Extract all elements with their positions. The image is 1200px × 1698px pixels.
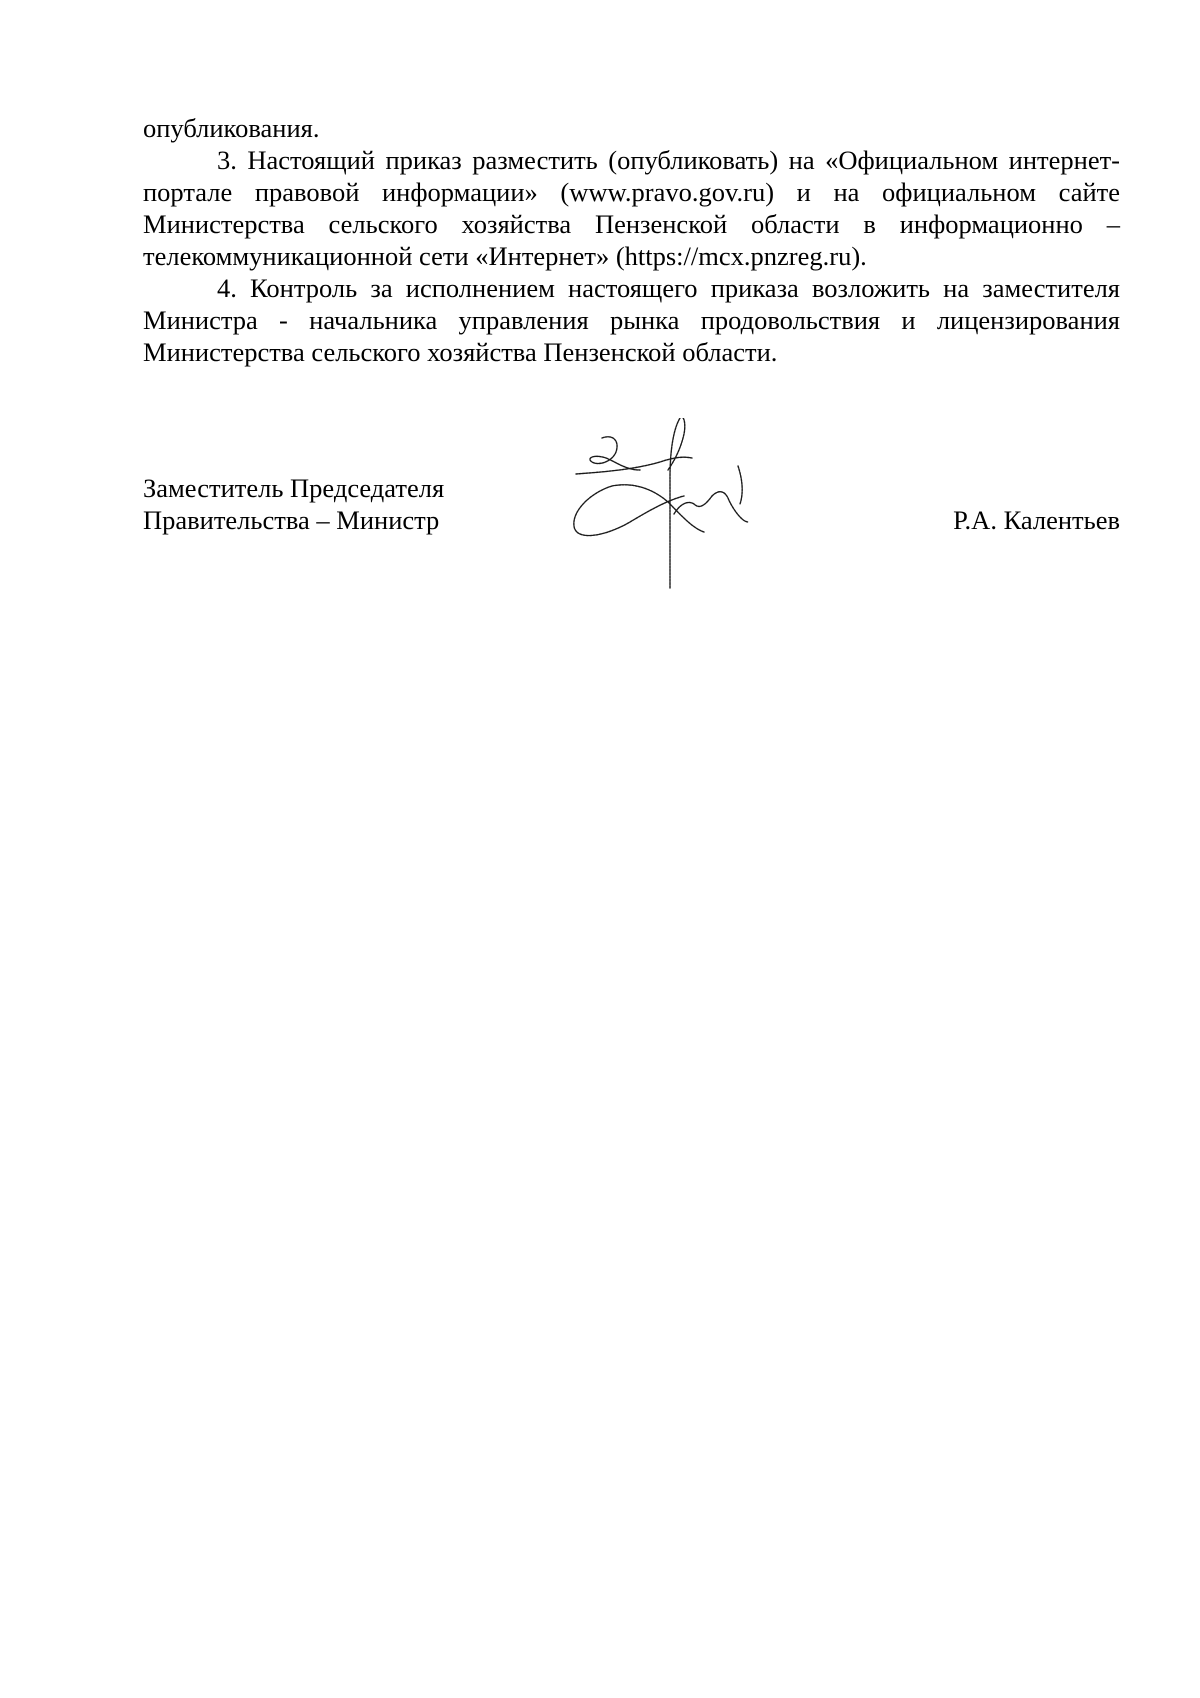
handwritten-signature [572,418,822,590]
paragraph-item-4: 4. Контроль за исполнением настоящего приказа возложить на заместителя Министра - начальника управления рынка продовольствия и лицензирования Министерства сельского хозяйства Пензенской области. [143,273,1120,367]
signatory-title-line-1: Заместитель Председателя [143,473,445,503]
paragraph-continuation: опубликования. [143,113,320,143]
signatory-title-line-2: Правительства – Министр [143,505,440,535]
paragraph-item-3: 3. Настоящий приказ разместить (опубликовать) на «Официальном интернет-портале правовой информации» (www.pravo.gov.ru) и на официальном сайте Министерства сельского хозяйства Пензенской области в информационно – телекоммуникационной сети «Интернет» (https://mcx.pnzreg.ru). [143,145,1120,271]
document-body [143,112,1120,368]
signatory-name: Р.А. Калентьев [953,505,1120,535]
signatory-title [143,472,444,536]
